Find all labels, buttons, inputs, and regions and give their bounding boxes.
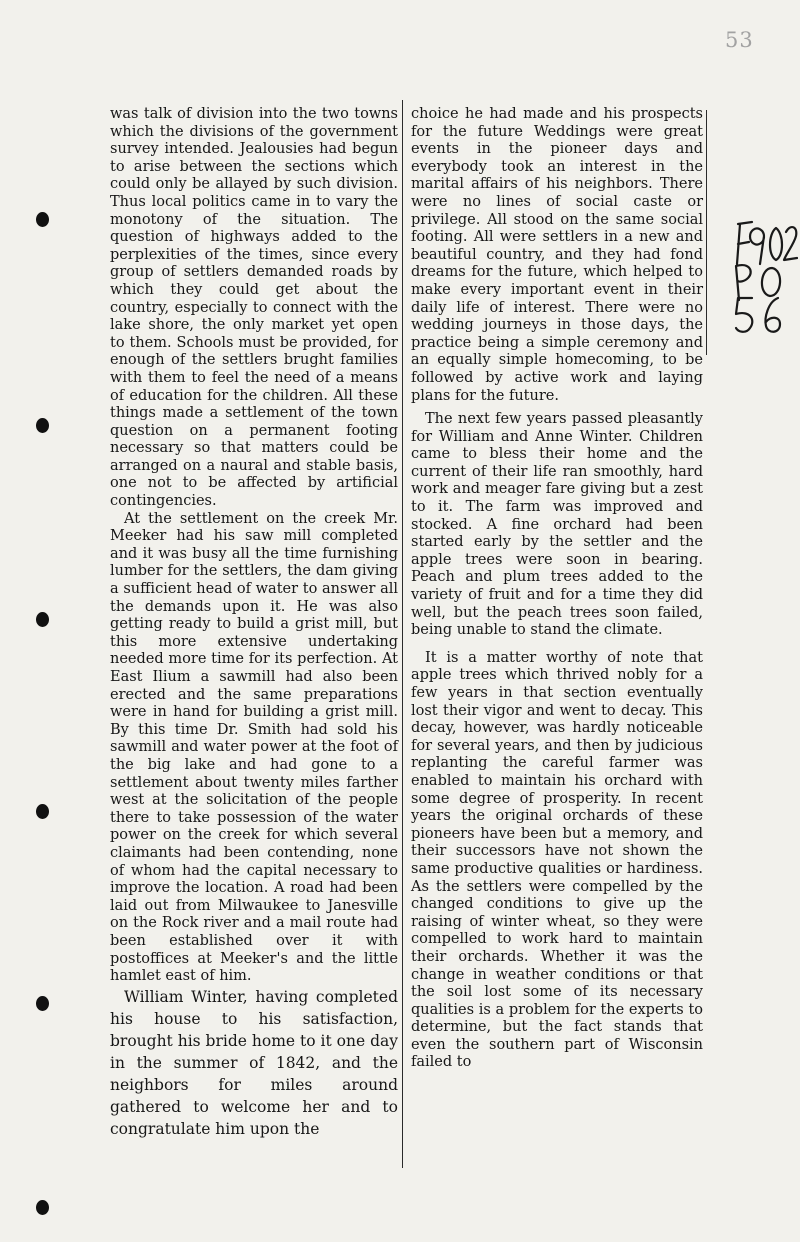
binder-hole — [36, 418, 49, 433]
handwritten-note-3 — [728, 290, 798, 346]
binder-hole — [36, 804, 49, 819]
left-paragraph-3: William Winter, having completed his house to his satisfaction, brought his bride home to it one day in the summer of 1842, and the neighbors for miles around gathered to welcome her and to congratulate him upon the — [110, 987, 398, 1138]
right-paragraph-2: The next few years passed pleasantly for William and Anne Winter. Children came to bless their home and the current of their life ran smoothly, hard work and meager fare giving but a zest to it. The farm was improved and stocked. A fine orchard had been started early by the settler and the apple trees were soon in bearing. Peach and plum trees added to the variety of fruit and for a time they did well, but the peach trees soon failed, being unable to stand the climate. — [411, 411, 703, 639]
right-column — [411, 106, 703, 1072]
right-paragraph-3: It is a matter worthy of note that apple trees which thrived nobly for a few years in that section eventually lost their vigor and went to decay. This decay, however, was hardly noticeable for several years, and then by judicious replanting the careful farmer was enabled to maintain his orchard with some degree of prosperity. In recent years the original orchards of these pioneers have been but a memory, and their successors have not shown the same productive qualities or hardiness. As the settlers were compelled by the changed conditions to give up the raising of winter wheat, so they were compelled to work hard to maintain their orchards. Whether it was the change in weather conditions or that the soil lost some of its necessary qualities is a problem for the experts to determine, but the fact stands that even the southern part of Wisconsin failed to — [411, 649, 703, 1071]
handwritten-56-drawing — [728, 290, 798, 346]
binder-hole — [36, 1200, 49, 1215]
left-column — [110, 106, 398, 1140]
binder-hole — [36, 996, 49, 1011]
page-number: 53 — [725, 28, 754, 52]
binder-hole — [36, 212, 49, 227]
column-divider — [402, 100, 403, 1168]
column-rule — [706, 110, 707, 355]
left-paragraph-2: At the settlement on the creek Mr. Meeker had his saw mill completed and it was busy all the time furnishing lumber for the settlers, the dam giving a sufficient head of water to answer all the demands upon it. He was also getting ready to build a grist mill, but this more extensive undertaking needed more time for its perfection. At East Ilium a sawmill had also been erected and the same preparations were in hand for building a grist mill. By this time Dr. Smith had sold his sawmill and water power at the foot of the big lake and had gone to a settlement about twenty miles farther west at the solicitation of the people there to take possession of the water power on the creek for which several claimants had been contending, none of whom had the capital necessary to improve the location. A road had been laid out from Milwaukee to Janesville on the Rock river and a mail route had been established over it with postoffices at Meeker's and the little hamlet east of him. — [110, 510, 398, 985]
left-paragraph-1: was talk of division into the two towns which the divisions of the government survey intended. Jealousies had begun to arise between the sections which could only be allayed by such division. Thus local politics came in to vary the monotony of the situation. The question of highways added to the perplexities of the times, since every group of settlers demanded roads by which they could get about the country, especially to connect with the lake shore, the only market yet open to them. Schools must be provided, for enough of the settlers brught families with them to feel the need of a means of education for the children. All these things made a settlement of the town question on a permanent footing necessary so that matters could be arranged on a naural and stable basis, one not to be affected by artificial contingencies. — [110, 106, 398, 510]
right-paragraph-1: choice he had made and his prospects for the future Weddings were great events in the pioneer days and everybody took an interest in the marital affairs of his neighbors. There were no lines of social caste or privilege. All stood on the same social footing. All were settlers in a new and beautiful country, and they had fond dreams for the future, which helped to make every important event in their daily life of interest. There were no wedding journeys in those days, the practice being a simple ceremony and an equally simple homecoming, to be followed by active work and laying plans for the future. — [411, 106, 703, 404]
binder-hole — [36, 612, 49, 627]
